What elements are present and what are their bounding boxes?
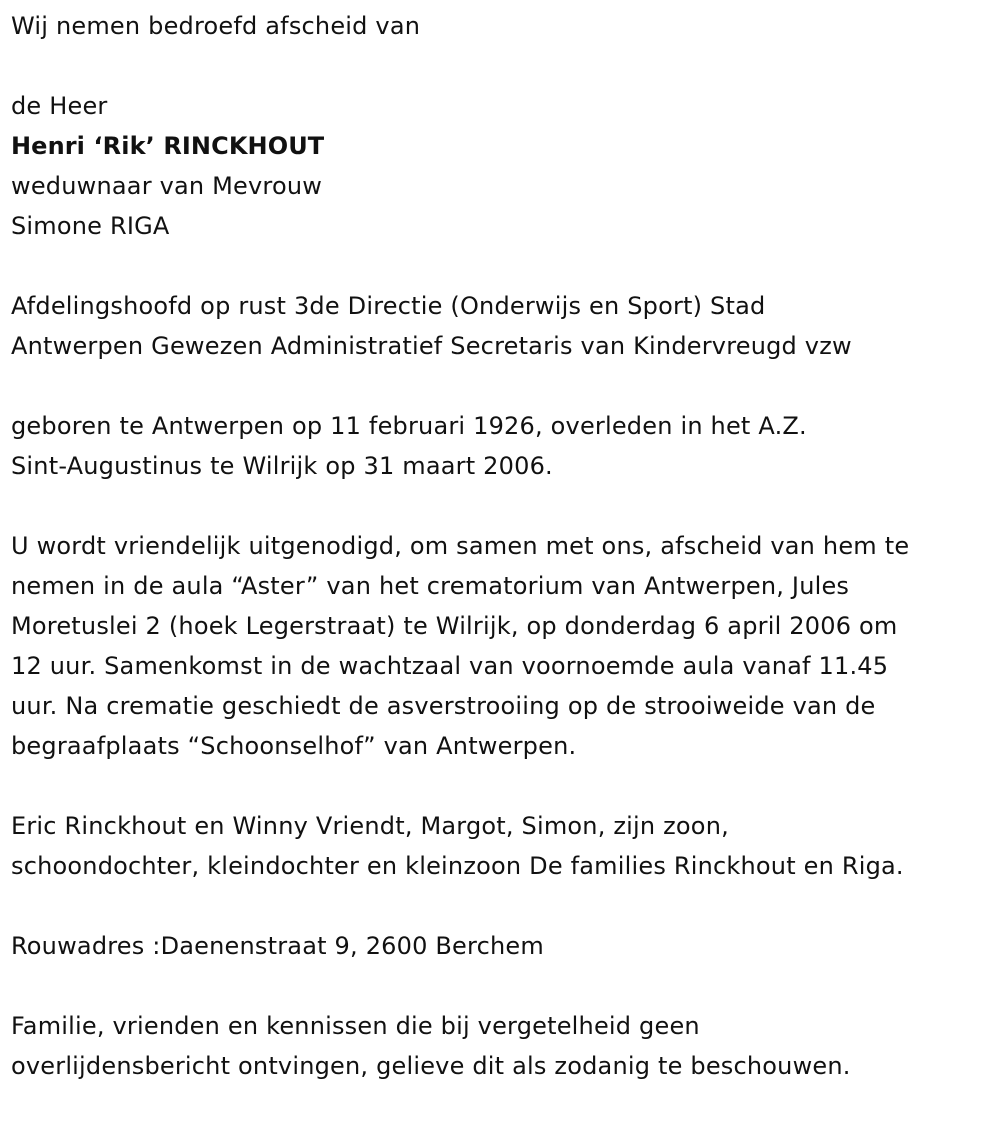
spacer <box>11 886 993 926</box>
paragraph-line: U wordt vriendelijk uitgenodigd, om samen met ons, afscheid van hem te <box>11 532 910 560</box>
paragraph-line: Familie, vrienden en kennissen die bij vergetelheid geen <box>11 1012 700 1040</box>
paragraph-line: uur. Na crematie geschiedt de asverstrooiing op de strooiweide van de <box>11 692 876 720</box>
death-notice <box>11 6 993 1086</box>
spacer <box>11 966 993 1006</box>
paragraph-line: Moretuslei 2 (hoek Legerstraat) te Wilrijk, op donderdag 6 april 2006 om <box>11 612 898 640</box>
spacer <box>11 246 993 286</box>
intro-text: Wij nemen bedroefd afscheid van <box>11 12 421 40</box>
spacer <box>11 366 993 406</box>
deceased-name: Henri ‘Rik’ RINCKHOUT <box>11 132 325 160</box>
birth-death-paragraph <box>11 406 993 486</box>
spacer <box>11 46 993 86</box>
spouse-intro: weduwnaar van Mevrouw <box>11 172 323 200</box>
family-paragraph <box>11 806 993 886</box>
paragraph-line: 12 uur. Samenkomst in de wachtzaal van voornoemde aula vanaf 11.45 <box>11 652 889 680</box>
paragraph-line: nemen in de aula “Aster” van het crematorium van Antwerpen, Jules <box>11 572 850 600</box>
paragraph-line: overlijdensbericht ontvingen, gelieve dit als zodanig te beschouwen. <box>11 1052 851 1080</box>
paragraph-line: begraafplaats “Schoonselhof” van Antwerpen. <box>11 732 577 760</box>
career-paragraph <box>11 286 993 366</box>
spacer <box>11 486 993 526</box>
paragraph-line: Sint-Augustinus te Wilrijk op 31 maart 2006. <box>11 452 553 480</box>
paragraph-line: geboren te Antwerpen op 11 februari 1926, overleden in het A.Z. <box>11 412 807 440</box>
title-prefix: de Heer <box>11 92 108 120</box>
paragraph-line: Antwerpen Gewezen Administratief Secretaris van Kindervreugd vzw <box>11 332 852 360</box>
closing-paragraph <box>11 1006 993 1086</box>
paragraph-line: Afdelingshoofd op rust 3de Directie (Onderwijs en Sport) Stad <box>11 292 766 320</box>
spacer <box>11 766 993 806</box>
paragraph-line: schoondochter, kleindochter en kleinzoon De families Rinckhout en Riga. <box>11 852 904 880</box>
spouse-name: Simone RIGA <box>11 212 170 240</box>
paragraph-line: Eric Rinckhout en Winny Vriendt, Margot, Simon, zijn zoon, <box>11 812 729 840</box>
mourning-address: Rouwadres :Daenenstraat 9, 2600 Berchem <box>11 932 544 960</box>
invitation-paragraph <box>11 526 993 766</box>
